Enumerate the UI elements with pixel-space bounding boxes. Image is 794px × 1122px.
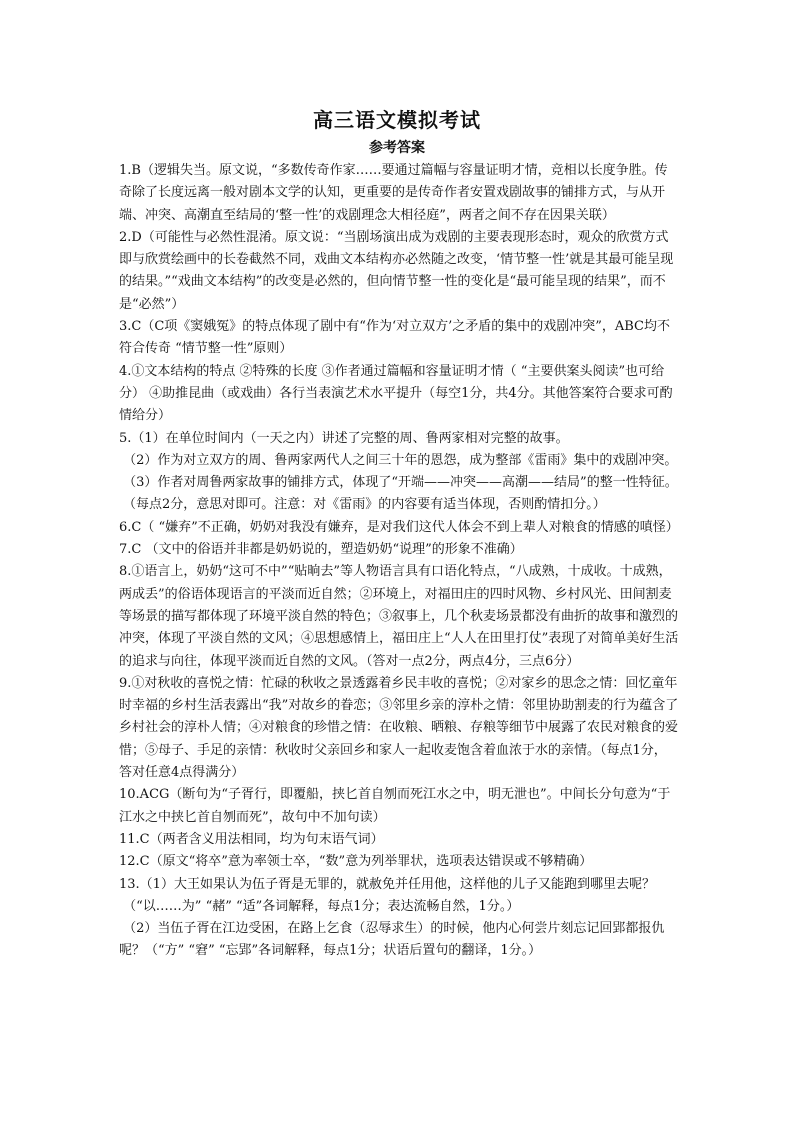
page-title: 高三语文模拟考试 xyxy=(313,108,481,132)
answer-9: 9.①对秋收的喜悦之情：忙碌的秋收之景透露着乡民丰收的喜悦；②对家乡的思念之情：回忆童年时幸福的乡村生活表露出“我”对故乡的眷恋；③邻里乡亲的淳朴之情：邻里协助割麦的行为蕴含了乡村社会的淳朴人情；④对粮食的珍惜之情：在收粮、晒粮、存粮等细节中展露了农民对粮食的爱惜；⑤母子、手足的亲情：秋收时父亲回乡和家人一起收麦饱含着血浓于水的亲情。（每点1分，答对任意4点得满分） xyxy=(119,675,679,781)
answer-13-part-2: （2）当伍子胥在江边受困，在路上乞食（忍辱求生）的时候，他内心何尝片刻忘记回郢都报仇呢？（“方” “窘” “忘郢”各词解释，每点1分；状语后置句的翻译，1分。） xyxy=(119,921,665,959)
answer-8: 8.①语言上，奶奶“这可不中”“贴晌去”等人物语言具有口语化特点，“八成熟，十成收。十成熟，两成丢”的俗语体现语言的平淡而近自然；②环境上，对福田庄的四时风物、乡村风光、田间割麦等场景的描写都体现了环境平淡自然的特色；③叙事上，几个秋麦场景都没有曲折的故事和激烈的冲突，体现了平淡自然的文风；④思想感情上，福田庄上“人人在田里打仗”表现了对简单美好生活的追求与向往，体现平淡而近自然的文风。（答对一点2分，两点4分，三点6分） xyxy=(119,564,679,669)
answer-12: 12.C（原文“将卒”意为率领士卒，“数”意为列举罪状，选项表达错误或不够精确） xyxy=(119,854,593,870)
answer-4: 4.①文本结构的特点 ②特殊的长度 ③作者通过篇幅和容量证明才情（ “主要供案头阅读”也可给分） ④助推昆曲（或戏曲）各行当表演艺术水平提升（每空1分，共4分。其他答案符合要求可酌情给分） xyxy=(119,363,673,424)
page-subtitle: 参考答案 xyxy=(369,140,425,156)
answer-13-part-1-note: （“以……为” “赭” “适”各词解释，每点1分；表达流畅自然，1分。） xyxy=(119,898,520,914)
answer-13-part-1: 13.（1）大王如果认为伍子胥是无罪的，就赦免并任用他，这样他的儿子又能跑到哪里去呢？ xyxy=(119,876,655,892)
answer-3: 3.C（C项《窦娥冤》的特点体现了剧中有“作为‘对立双方’之矛盾的集中的戏剧冲突”，ABC均不符合传奇 “情节整一性”原则） xyxy=(119,319,670,357)
answer-5-part-3: （3）作者对周鲁两家故事的铺排方式，体现了“开端——冲突——高潮——结局”的整一性特征。 xyxy=(119,475,678,491)
answer-2: 2.D（可能性与必然性混淆。原文说：“当剧场演出成为戏剧的主要表现形态时，观众的欣赏方式即与欣赏绘画中的长卷截然不同，戏曲文本结构亦必然随之改变，‘情节整一性’就是其最可能呈现的结果。”“戏曲文本结构”的改变是必然的，但向情节整一性的变化是“最可能呈现的结果”，而不是“必然”） xyxy=(119,229,674,312)
answer-5-part-1: 5.（1）在单位时间内（一天之内）讲述了完整的周、鲁两家相对完整的故事。 xyxy=(119,430,569,446)
answer-5-scoring-note: （每点2分，意思对即可。注意：对《雷雨》的内容要有适当体现，否则酌情扣分。） xyxy=(123,497,606,513)
answer-5-part-2: （2）作为对立双方的周、鲁两家两代人之间三十年的恩怨，成为整部《雷雨》集中的戏剧冲突。 xyxy=(119,452,678,468)
answer-6: 6.C（ “嫌弃”不正确，奶奶对我没有嫌弃，是对我们这代人体会不到上辈人对粮食的情感的嗔怪） xyxy=(119,519,679,535)
answer-1: 1.B（逻辑失当。原文说，“多数传奇作家……要通过篇幅与容量证明才情，竞相以长度争胜。传奇除了长度远离一般对剧本文学的认知，更重要的是传奇作者安置戏剧故事的铺排方式，与从开端、冲突、高潮直至结局的‘整一性’的戏剧理念大相径庭”，两者之间不存在因果关联） xyxy=(119,163,668,223)
answer-11: 11.C（两者含义用法相同，均为句末语气词） xyxy=(119,831,384,847)
answer-10: 10.ACG（断句为“子胥行，即覆船，挟匕首自刎而死江水之中，明无泄也”。中间长分句意为“于江水之中挟匕首自刎而死”，故句中不加句读） xyxy=(119,787,671,825)
answer-list xyxy=(119,160,679,963)
answer-7: 7.C （文中的俗语并非都是奶奶说的，塑造奶奶“说理”的形象不准确） xyxy=(119,542,523,558)
